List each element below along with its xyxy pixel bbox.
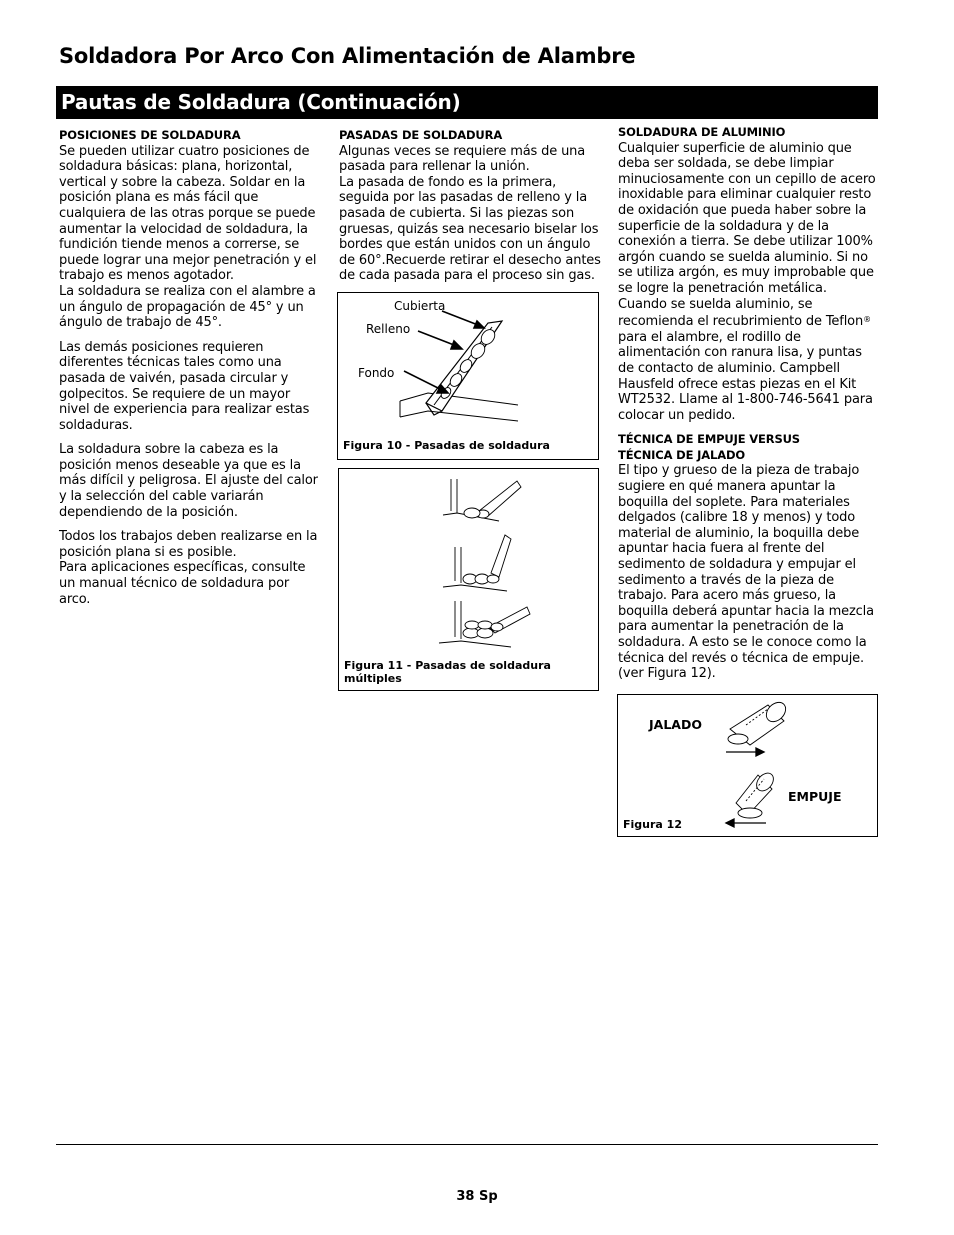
figure-12-caption: Figura 12	[623, 818, 682, 831]
page-number: 38 Sp	[456, 1189, 498, 1204]
paragraph-part: para el alambre, el rodillo de alimentación con ranura lisa, y puntas de contacto de aluminio. Campbell Hausfeld ofrece estas piezas en el Kit WT2532. Llame al 1-800-746-5641 para colocar un pedido.	[618, 329, 873, 423]
registered-mark: ®	[863, 315, 871, 325]
label-empuje: EMPUJE	[788, 789, 842, 804]
figure-12	[617, 694, 878, 837]
paragraph: La soldadura sobre la cabeza es la posición menos deseable ya que es la más difícil y peligrosa. El ajuste del calor y la selección del cable variarán dependiendo de la posición.	[59, 442, 318, 520]
paragraph: Las demás posiciones requieren diferentes técnicas tales como una pasada de vaivén, pasada circular y golpecitos. Se requiere de un mayor nivel de experiencia para realizar estas soldaduras.	[59, 339, 310, 433]
column-weld-passes	[339, 128, 601, 293]
figure-10	[337, 292, 599, 460]
figure-10-caption: Figura 10 - Pasadas de soldadura	[343, 439, 550, 452]
column-welding-positions	[59, 128, 321, 616]
label-cubierta: Cubierta	[394, 299, 446, 313]
figure-11-caption: Figura 11 - Pasadas de soldadura múltiples	[344, 659, 551, 685]
label-fondo: Fondo	[358, 366, 395, 380]
paragraph	[618, 141, 880, 424]
paragraph: Todos los trabajos deben realizarse en la posición plana si es posible. Para aplicaciones específicas, consulte un manual técnico de soldadura por arco.	[59, 529, 318, 607]
section-heading: Pautas de Soldadura (Continuación)	[56, 86, 878, 119]
heading-weld-passes: PASADAS DE SOLDADURA	[339, 128, 503, 142]
heading-push-vs-pull: TÉCNICA DE EMPUJE VERSUS TÉCNICA DE JALADO	[618, 432, 800, 462]
footer-rule	[56, 1144, 878, 1145]
paragraph: Algunas veces se requiere más de una pasada para rellenar la unión. La pasada de fondo es la primera, seguida por las pasadas de relleno y la pasada de cubierta. Si las piezas son gruesas, quizás sea necesario biselar los bordes que están unidos con un ángulo de 60°.Recuerde retirar el desecho antes de cada pasada para el proceso sin gas.	[339, 143, 601, 284]
heading-welding-positions: POSICIONES DE SOLDADURA	[59, 128, 241, 142]
figure-11	[338, 468, 599, 691]
column-aluminum-welding	[618, 125, 880, 691]
label-jalado: JALADO	[649, 717, 702, 732]
paragraph-part: Cualquier superficie de aluminio que deba ser soldada, se debe limpiar minuciosamente con un cepillo de acero inoxidable para eliminar cualquier resto de oxidación que pueda haber sobre la superficie de la soldadura y de la conexión a tierra. Se debe utilizar 100% argón cuando se suelda aluminio. Si no se utiliza argón, es muy improbable que se logre la penetración metálica. Cuando se suelda aluminio, se recomienda el recubrimiento de Teflon	[618, 140, 876, 330]
page-title: Soldadora Por Arco Con Alimentación de Alambre	[59, 44, 636, 68]
paragraph: Se pueden utilizar cuatro posiciones de soldadura básicas: plana, horizontal, vertical y sobre la cabeza. Soldar en la posición plana es más fácil que cualquiera de las otras porque se puede aumentar la velocidad de soldadura, la fundición tiende menos a correrse, se puede lograr una mejor penetración y el trabajo es menos agotador. La soldadura se realiza con el alambre a un ángulo de propagación de 45° y un ángulo de trabajo de 45°.	[59, 143, 317, 331]
label-relleno: Relleno	[366, 322, 411, 336]
paragraph: El tipo y grueso de la pieza de trabajo sugiere en qué manera apuntar la boquilla del soplete. Para materiales delgados (calibre 18 y menos) y todo material de aluminio, la boquilla debe apuntar hacia fuera al frente del sedimento de soldadura y empujar el sedimento a través de la pieza de trabajo. Para acero más grueso, la boquilla deberá apuntar hacia la mezcla para aumentar la penetración de la soldadura. A esto se le conoce como la técnica del revés o técnica de empuje. (ver Figura 12).	[618, 463, 874, 682]
heading-aluminum-welding: SOLDADURA DE ALUMINIO	[618, 125, 786, 139]
